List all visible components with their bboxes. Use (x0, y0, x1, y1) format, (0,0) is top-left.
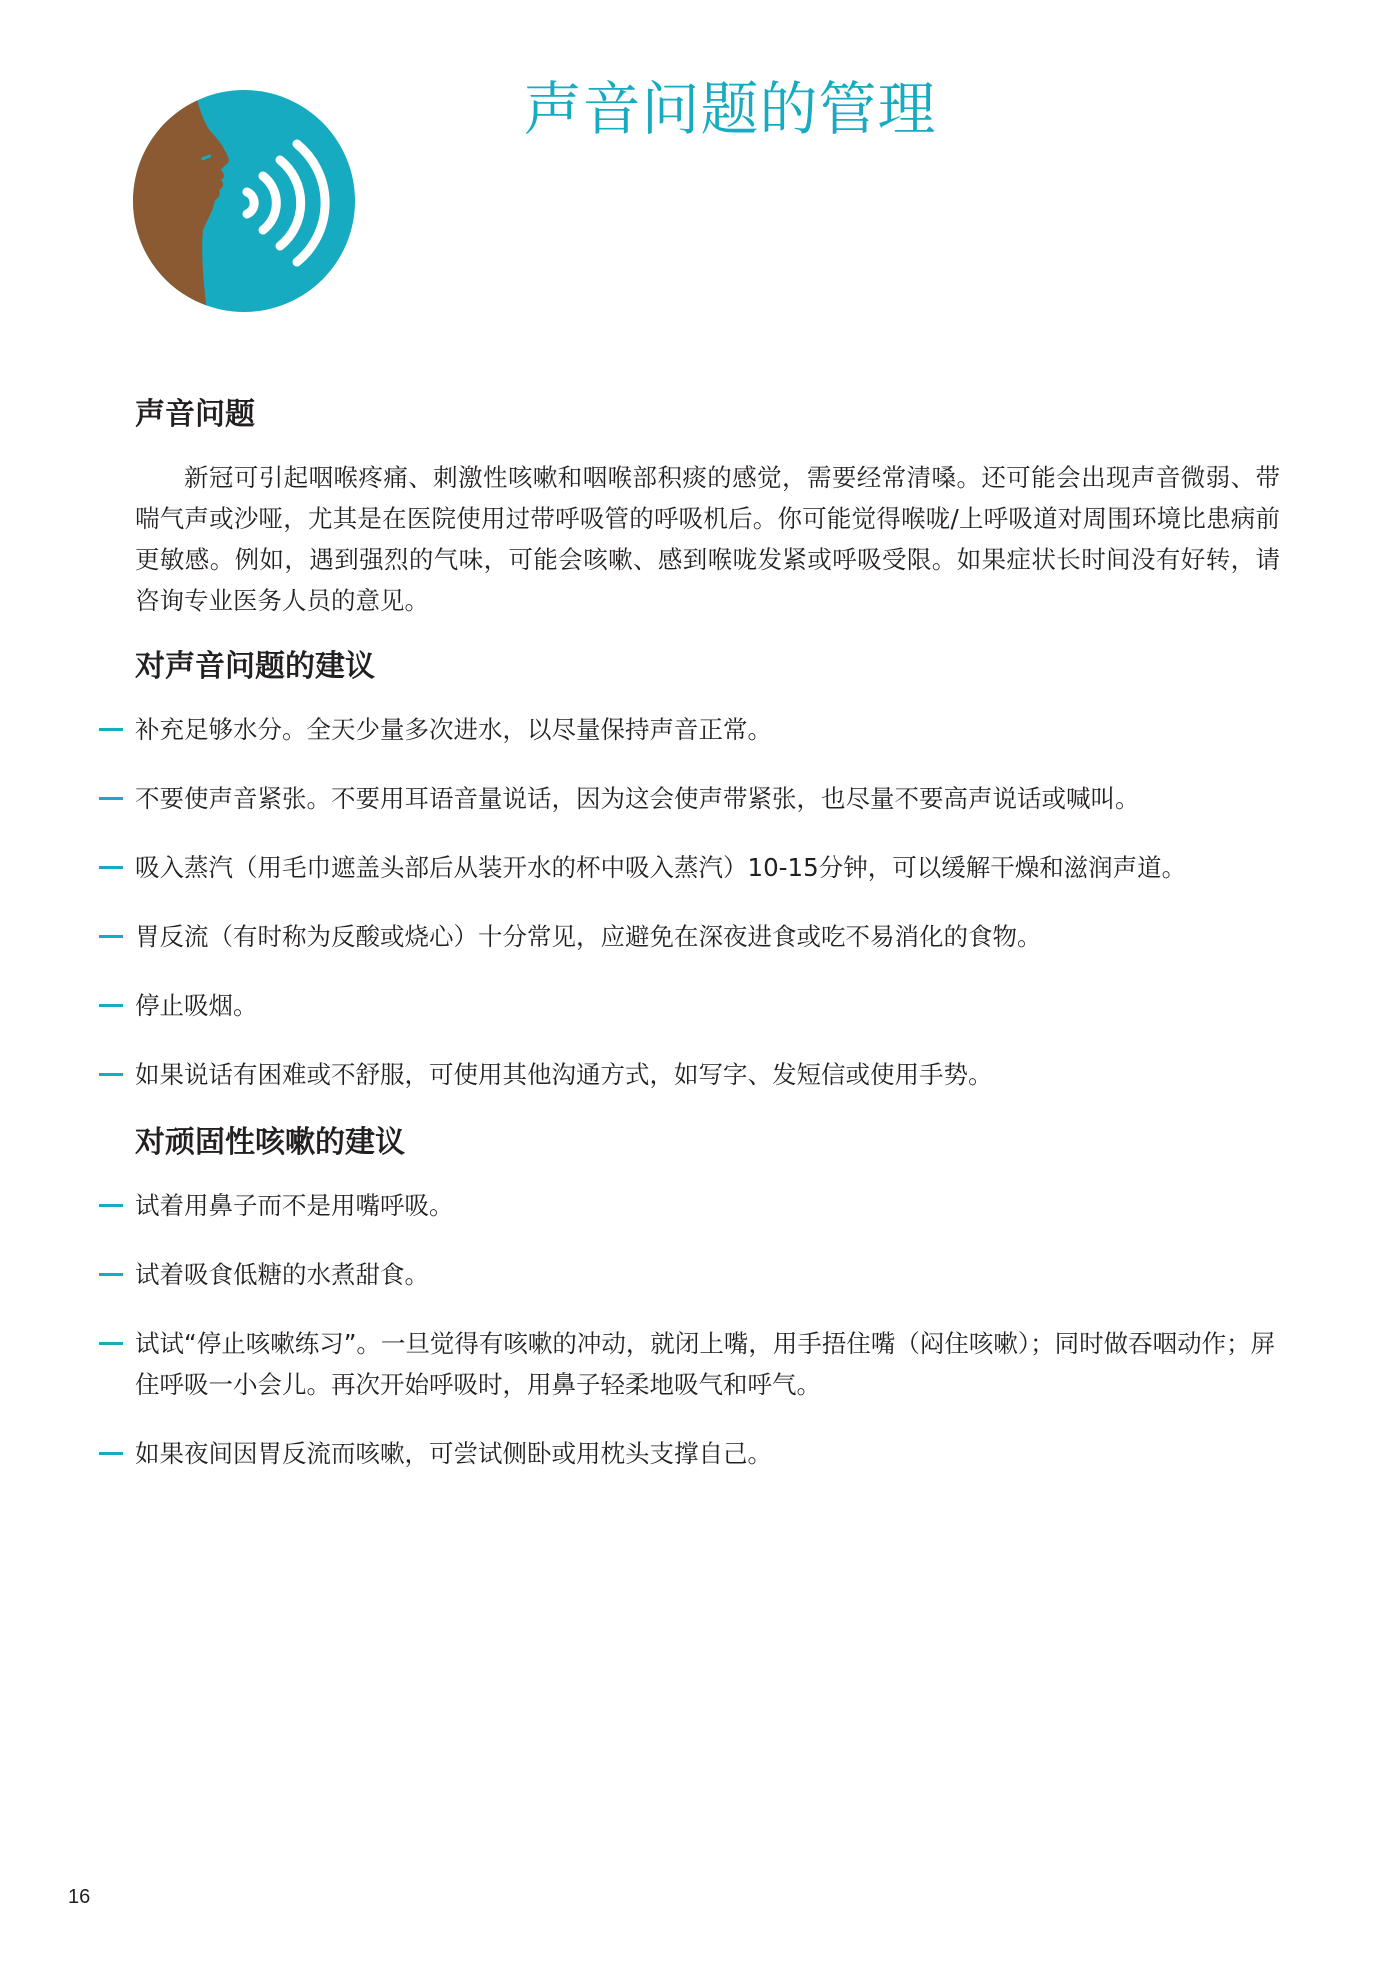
heading-voice-advice: 对声音问题的建议 (135, 649, 375, 684)
voice-advice-list (135, 709, 1280, 1095)
list-item: 试试“停止咳嗽练习”。一旦觉得有咳嗽的冲动，就闭上嘴，用手捂住嘴（闷住咳嗽）；同时做吞咽动作；屏住呼吸一小会儿。再次开始呼吸时，用鼻子轻柔地吸气和呼气。 (135, 1323, 1280, 1405)
cough-advice-list (135, 1185, 1280, 1474)
dash-bullet-icon (99, 1273, 123, 1276)
list-item: 胃反流（有时称为反酸或烧心）十分常见，应避免在深夜进食或吃不易消化的食物。 (135, 916, 1280, 957)
dash-bullet-icon (99, 935, 123, 938)
dash-bullet-icon (99, 866, 123, 869)
voice-problems-paragraph: 新冠可引起咽喉疼痛、刺激性咳嗽和咽喉部积痰的感觉，需要经常清嗓。还可能会出现声音微弱、带喘气声或沙哑，尤其是在医院使用过带呼吸管的呼吸机后。你可能觉得喉咙/上呼吸道对周围环境比患病前更敏感。例如，遇到强烈的气味，可能会咳嗽、感到喉咙发紧或呼吸受限。如果症状长时间没有好转，请咨询专业医务人员的意见。 (135, 463, 1280, 615)
list-item: 补充足够水分。全天少量多次进水，以尽量保持声音正常。 (135, 709, 1280, 750)
list-item: 停止吸烟。 (135, 985, 1280, 1026)
dash-bullet-icon (99, 728, 123, 731)
list-item: 试着吸食低糖的水煮甜食。 (135, 1254, 1280, 1295)
heading-voice-problems: 声音问题 (135, 397, 255, 432)
dash-bullet-icon (99, 1073, 123, 1076)
heading-cough-advice: 对顽固性咳嗽的建议 (135, 1125, 405, 1160)
list-item: 不要使声音紧张。不要用耳语音量说话，因为这会使声带紧张，也尽量不要高声说话或喊叫。 (135, 778, 1280, 819)
dash-bullet-icon (99, 797, 123, 800)
list-item: 吸入蒸汽（用毛巾遮盖头部后从装开水的杯中吸入蒸汽）10-15分钟，可以缓解干燥和滋润声道。 (135, 847, 1280, 888)
list-item: 如果说话有困难或不舒服，可使用其他沟通方式，如写字、发短信或使用手势。 (135, 1054, 1280, 1095)
speaking-person-icon (133, 90, 355, 312)
list-item: 试着用鼻子而不是用嘴呼吸。 (135, 1185, 1280, 1226)
page-number: 16 (68, 1886, 91, 1908)
dash-bullet-icon (99, 1004, 123, 1007)
dash-bullet-icon (99, 1204, 123, 1207)
dash-bullet-icon (99, 1342, 123, 1345)
content (135, 395, 1280, 1502)
page-title: 声音问题的管理 (523, 75, 937, 143)
list-item: 如果夜间因胃反流而咳嗽，可尝试侧卧或用枕头支撑自己。 (135, 1433, 1280, 1474)
dash-bullet-icon (99, 1452, 123, 1455)
